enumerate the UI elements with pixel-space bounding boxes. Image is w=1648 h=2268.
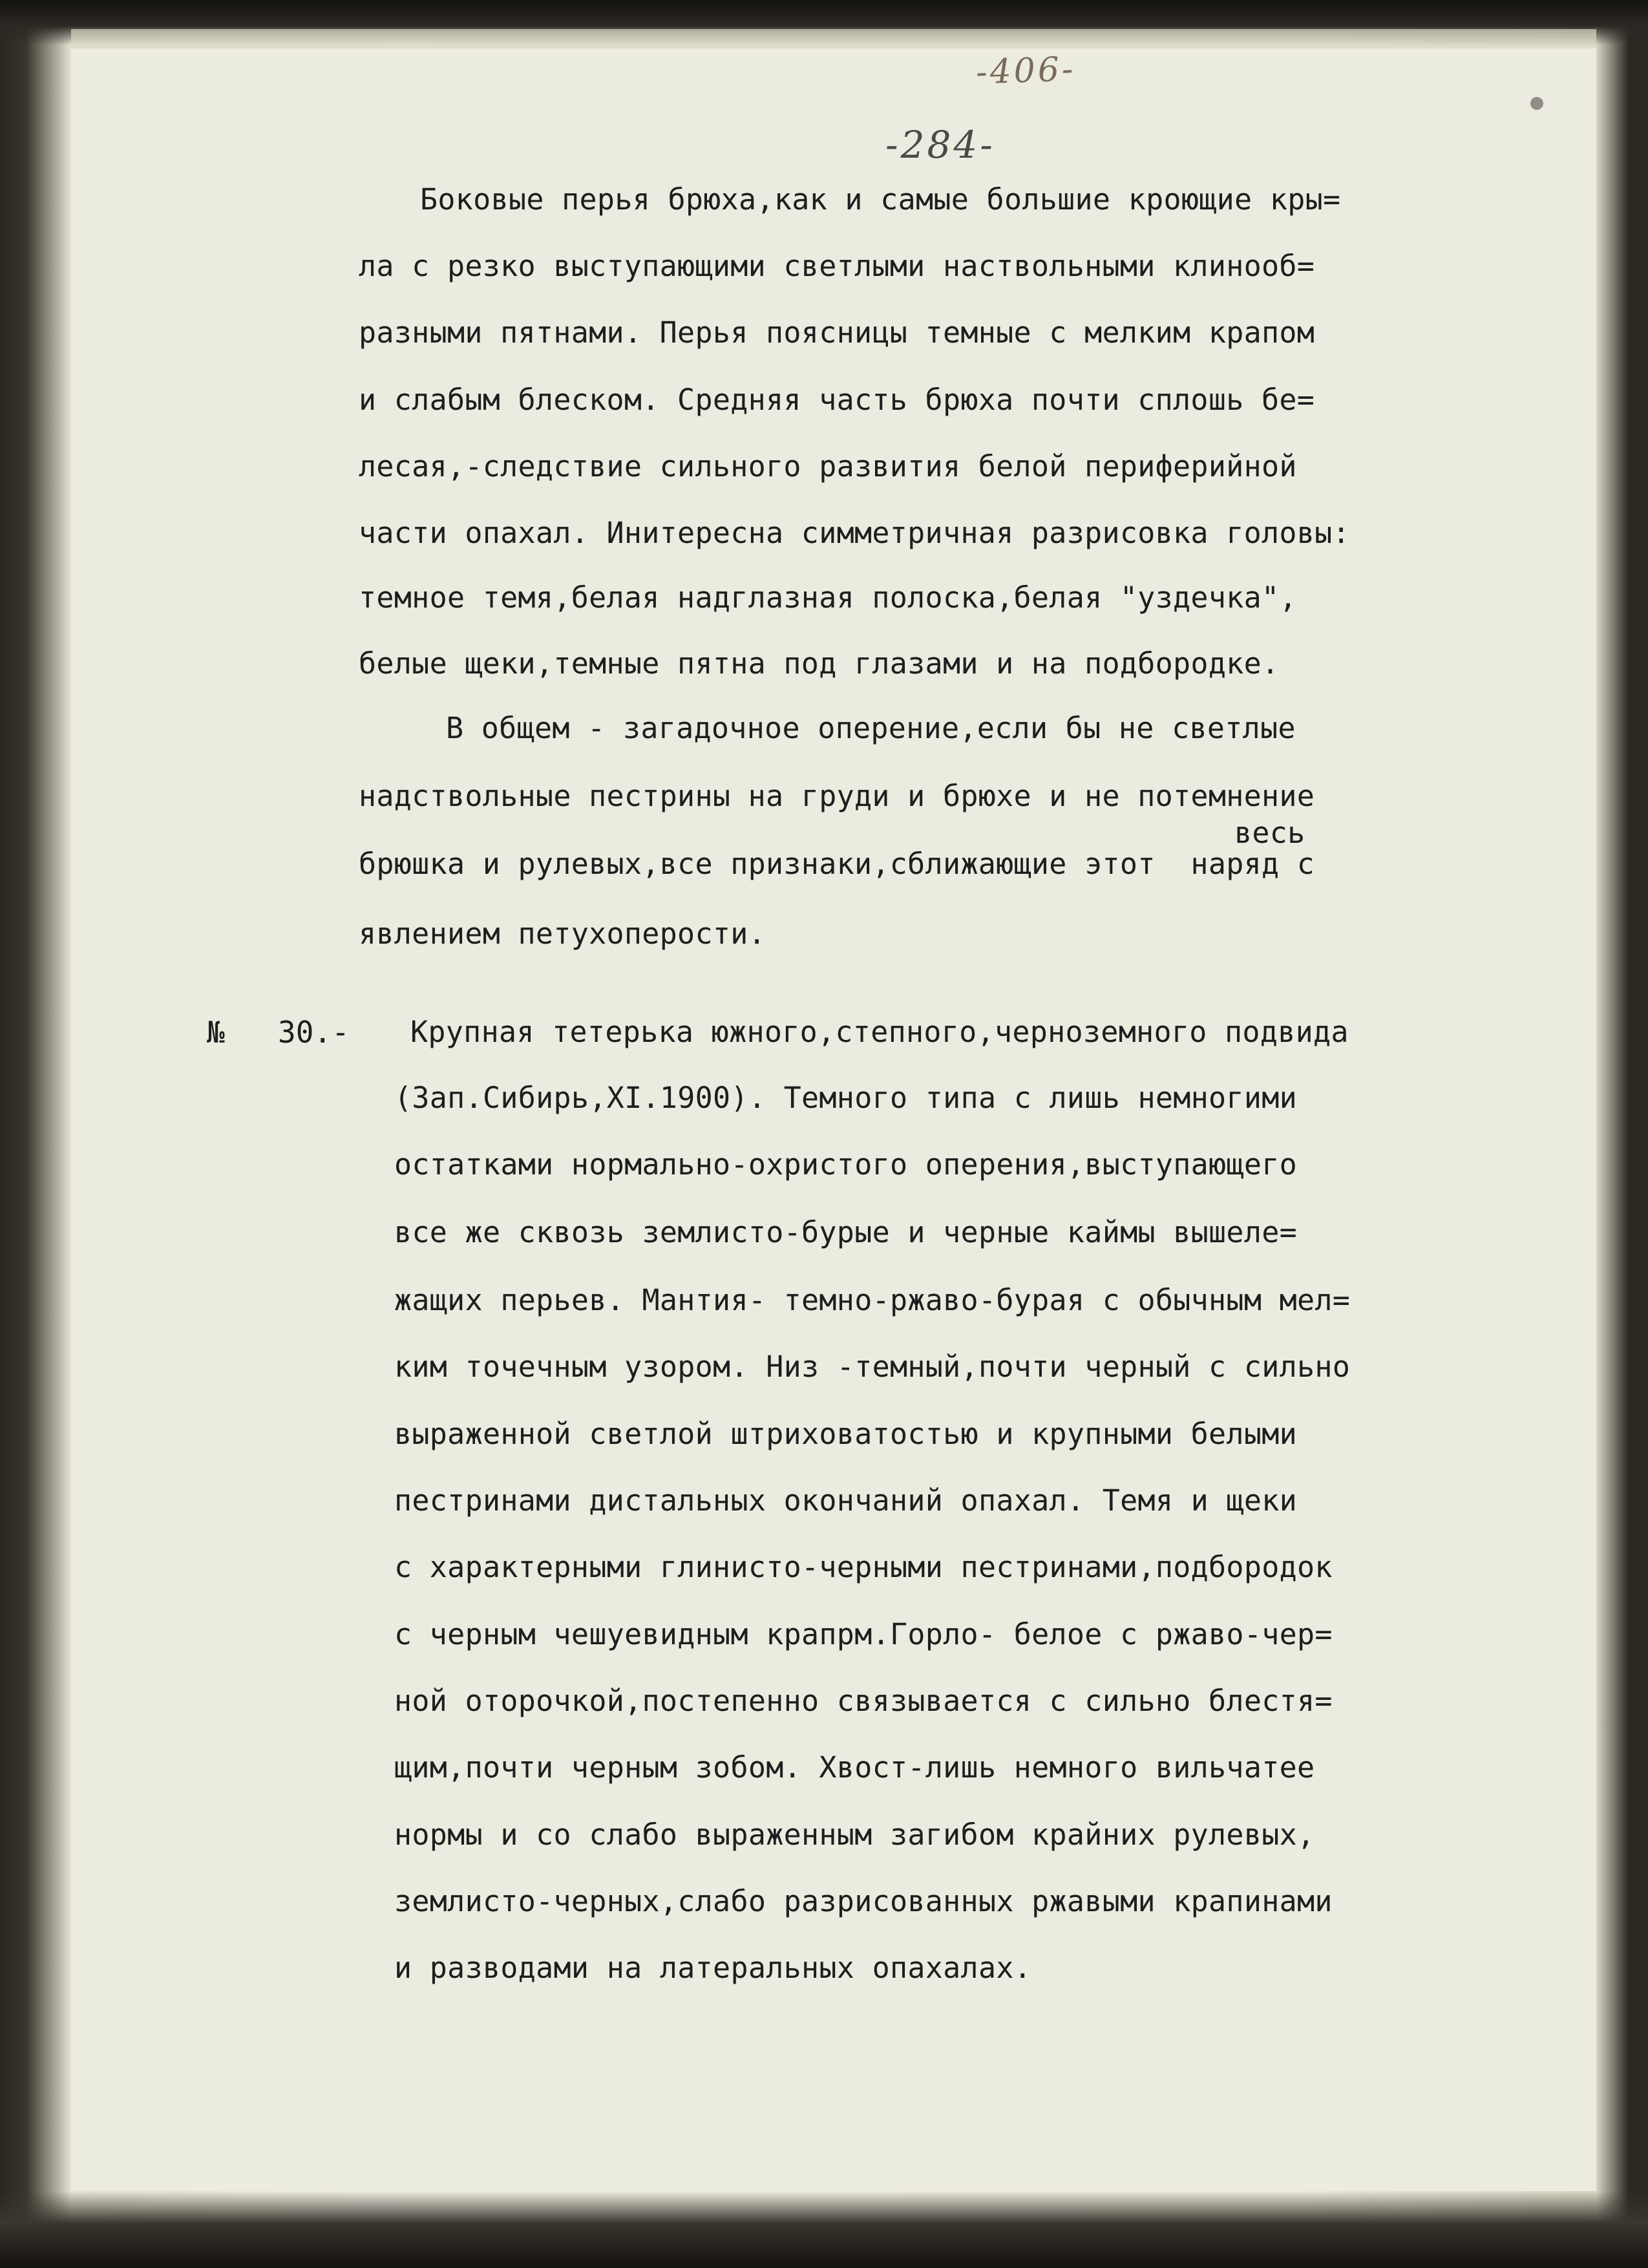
text-line: землисто-черных,слабо разрисованных ржавыми крапинами <box>394 1884 1333 1918</box>
text-line: с черным чешуевидным крапрм.Горло- белое с ржаво-чер= <box>394 1617 1333 1651</box>
text-line: нормы и со слабо выраженным загибом крайних рулевых, <box>394 1818 1315 1852</box>
punch-mark <box>1530 97 1543 110</box>
text-line: лесая,-следствие сильного развития белой периферийной <box>359 449 1297 483</box>
text-line: (Зап.Сибирь,XI.1900). Темного типа с лишь немногими <box>394 1081 1298 1115</box>
entry-number: 30.- <box>278 1015 350 1050</box>
text-line: темное темя,белая надглазная полоска,белая "уздечка", <box>359 580 1297 615</box>
text-line: жащих перьев. Мантия- темно-ржаво-бурая с обычным мел= <box>394 1283 1351 1317</box>
text-line: ной оторочкой,постепенно связывается с сильно блестя= <box>394 1684 1333 1718</box>
text-line: разными пятнами. Перья поясницы темные с мелким крапом <box>359 315 1315 350</box>
text-line: и слабым блеском. Средняя часть брюха почти сплошь бе= <box>359 383 1315 417</box>
text-line: ла с резко выступающими светлыми наствольными клинооб= <box>359 249 1315 283</box>
text-line: пестринами дистальных окончаний опахал. Темя и щеки <box>394 1483 1298 1518</box>
text-line: Крупная тетерька южного,степного,черноземного подвида <box>410 1015 1349 1049</box>
text-line: выраженной светлой штриховатостью и крупными белыми <box>394 1417 1298 1451</box>
handwritten-insertion: весь <box>1234 816 1305 850</box>
paper-sheet <box>71 45 1596 2191</box>
text-line: остатками нормально-охристого оперения,выступающего <box>394 1147 1298 1182</box>
text-line: щим,почти черным зобом. Хвост-лишь немного вильчатее <box>394 1750 1315 1785</box>
entry-marker: № <box>207 1015 225 1050</box>
text-line: все же сквозь землисто-бурые и черные каймы вышеле= <box>394 1215 1298 1249</box>
text-line: с характерными глинисто-черными пестринами,подбородок <box>394 1550 1333 1584</box>
text-line: белые щеки,темные пятна под глазами и на подбородке. <box>359 646 1280 681</box>
text-line: брюшка и рулевых,все признаки,сближающие этот наряд с <box>359 847 1315 881</box>
text-line: явлением петухоперости. <box>359 917 766 951</box>
text-line: части опахал. Инитересна симметричная разрисовка головы: <box>359 516 1350 550</box>
text-line: В общем - загадочное оперение,если бы не светлые <box>446 711 1296 745</box>
text-line: ким точечным узором. Низ -темный,почти черный с сильно <box>394 1350 1351 1384</box>
archive-number: -406- <box>975 50 1077 92</box>
bottom-shadow <box>0 2191 1648 2268</box>
underlying-sheet-edge <box>71 29 1596 48</box>
text-line: Боковые перья брюха,как и самые большие кроющие кры= <box>420 182 1341 217</box>
text-line: и разводами на латеральных опахалах. <box>394 1951 1032 1985</box>
page-number: -284- <box>885 123 995 167</box>
text-line: надствольные пестрины на груди и брюхе и не потемнение <box>359 779 1315 813</box>
